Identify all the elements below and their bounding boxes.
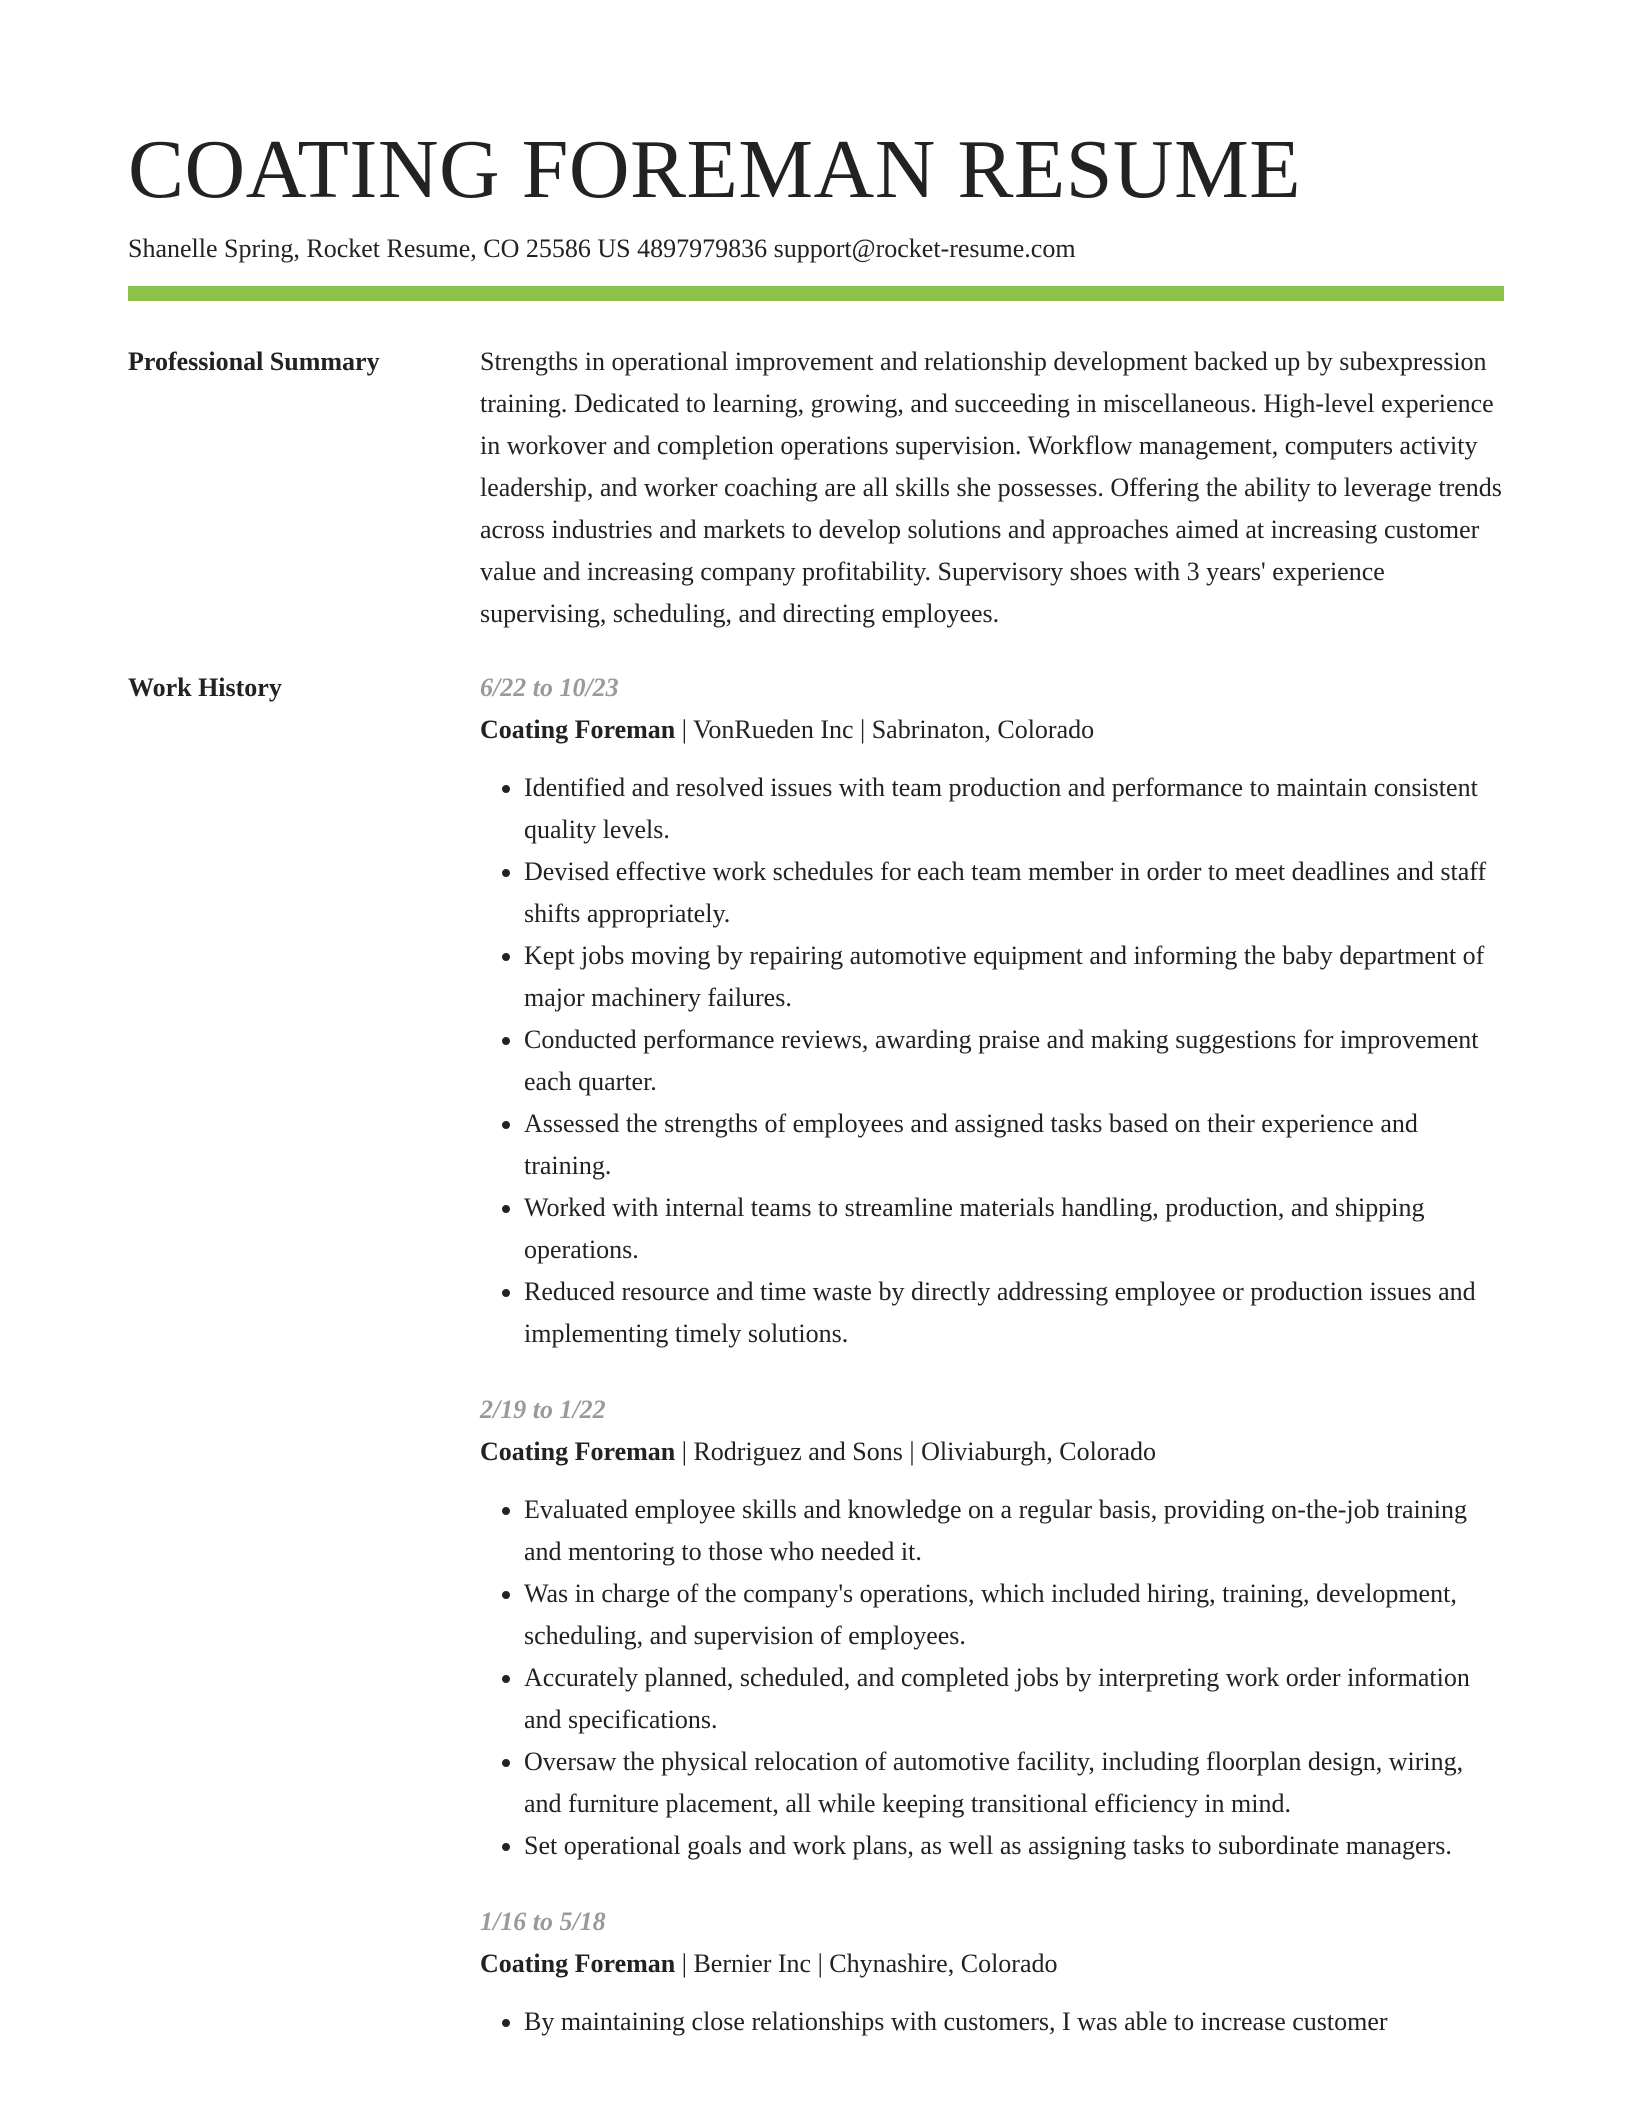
job-dates: 2/19 to 1/22 [480, 1395, 606, 1424]
section-label-work-history: Work History [128, 673, 282, 702]
resume-title: COATING FOREMAN RESUME [128, 123, 1302, 216]
job-bullet: • Identified and resolved issues with team production and performance to maintain consistent quality levels. [524, 767, 1504, 851]
job-entry [480, 1389, 1504, 1867]
work-history-section [128, 667, 1504, 2077]
job-entry [480, 1901, 1504, 2043]
job-heading [480, 709, 1504, 751]
summary-body [480, 341, 1504, 635]
resume-page [128, 122, 1504, 2077]
job-bullet-list [480, 767, 1504, 1355]
job-title: Coating Foreman [480, 715, 676, 744]
contact-line: Shanelle Spring, Rocket Resume, CO 25586 US 4897979836 support@rocket-resume.com [128, 234, 1076, 263]
job-bullet: • Conducted performance reviews, awarding praise and making suggestions for improvement each quarter. [524, 1019, 1504, 1103]
job-bullet: • Assessed the strengths of employees and assigned tasks based on their experience and training. [524, 1103, 1504, 1187]
job-title: Coating Foreman [480, 1437, 676, 1466]
job-bullet: • By maintaining close relationships with customers, I was able to increase customer [524, 2001, 1504, 2043]
job-bullet: • Accurately planned, scheduled, and completed jobs by interpreting work order information and specifications. [524, 1657, 1504, 1741]
header-accent-rule [128, 286, 1504, 301]
job-entry [480, 667, 1504, 1355]
job-bullet: • Reduced resource and time waste by directly addressing employee or production issues and implementing timely solutions. [524, 1271, 1504, 1355]
job-bullet: • Devised effective work schedules for each team member in order to meet deadlines and staff shifts appropriately. [524, 851, 1504, 935]
job-employer-location: | Bernier Inc | Chynashire, Colorado [675, 1949, 1058, 1978]
job-bullet: • Oversaw the physical relocation of automotive facility, including floorplan design, wiring, and furniture placement, all while keeping transitional efficiency in mind. [524, 1741, 1504, 1825]
job-heading [480, 1431, 1504, 1473]
job-title: Coating Foreman [480, 1949, 676, 1978]
job-dates: 1/16 to 5/18 [480, 1907, 606, 1936]
job-bullet-list [480, 2001, 1504, 2043]
job-bullet: • Set operational goals and work plans, as well as assigning tasks to subordinate managers. [524, 1825, 1504, 1867]
job-employer-location: | VonRueden Inc | Sabrinaton, Colorado [675, 715, 1095, 744]
job-bullet: • Worked with internal teams to streamline materials handling, production, and shipping operations. [524, 1187, 1504, 1271]
job-heading [480, 1943, 1504, 1985]
job-bullet: • Evaluated employee skills and knowledge on a regular basis, providing on-the-job training and mentoring to those who needed it. [524, 1489, 1504, 1573]
job-bullet-list [480, 1489, 1504, 1867]
summary-text: Strengths in operational improvement and relationship development backed up by subexpression training. Dedicated to learning, growing, and succeeding in miscellaneous. High-level experience in workover and completion operations supervision. Workflow management, computers activity leadership, and worker coaching are all skills she possesses. Offering the ability to leverage trends across industries and markets to develop solutions and approaches aimed at increasing customer value and increasing company profitability. Supervisory shoes with 3 years' experience supervising, scheduling, and directing employees. [480, 347, 1502, 628]
summary-section [128, 341, 1504, 635]
job-employer-location: | Rodriguez and Sons | Oliviaburgh, Colorado [675, 1437, 1157, 1466]
job-dates: 6/22 to 10/23 [480, 673, 619, 702]
section-label-summary: Professional Summary [128, 347, 380, 376]
work-history-body [480, 667, 1504, 2077]
job-bullet: • Kept jobs moving by repairing automotive equipment and informing the baby department of major machinery failures. [524, 935, 1504, 1019]
job-bullet: • Was in charge of the company's operations, which included hiring, training, development, scheduling, and supervision of employees. [524, 1573, 1504, 1657]
